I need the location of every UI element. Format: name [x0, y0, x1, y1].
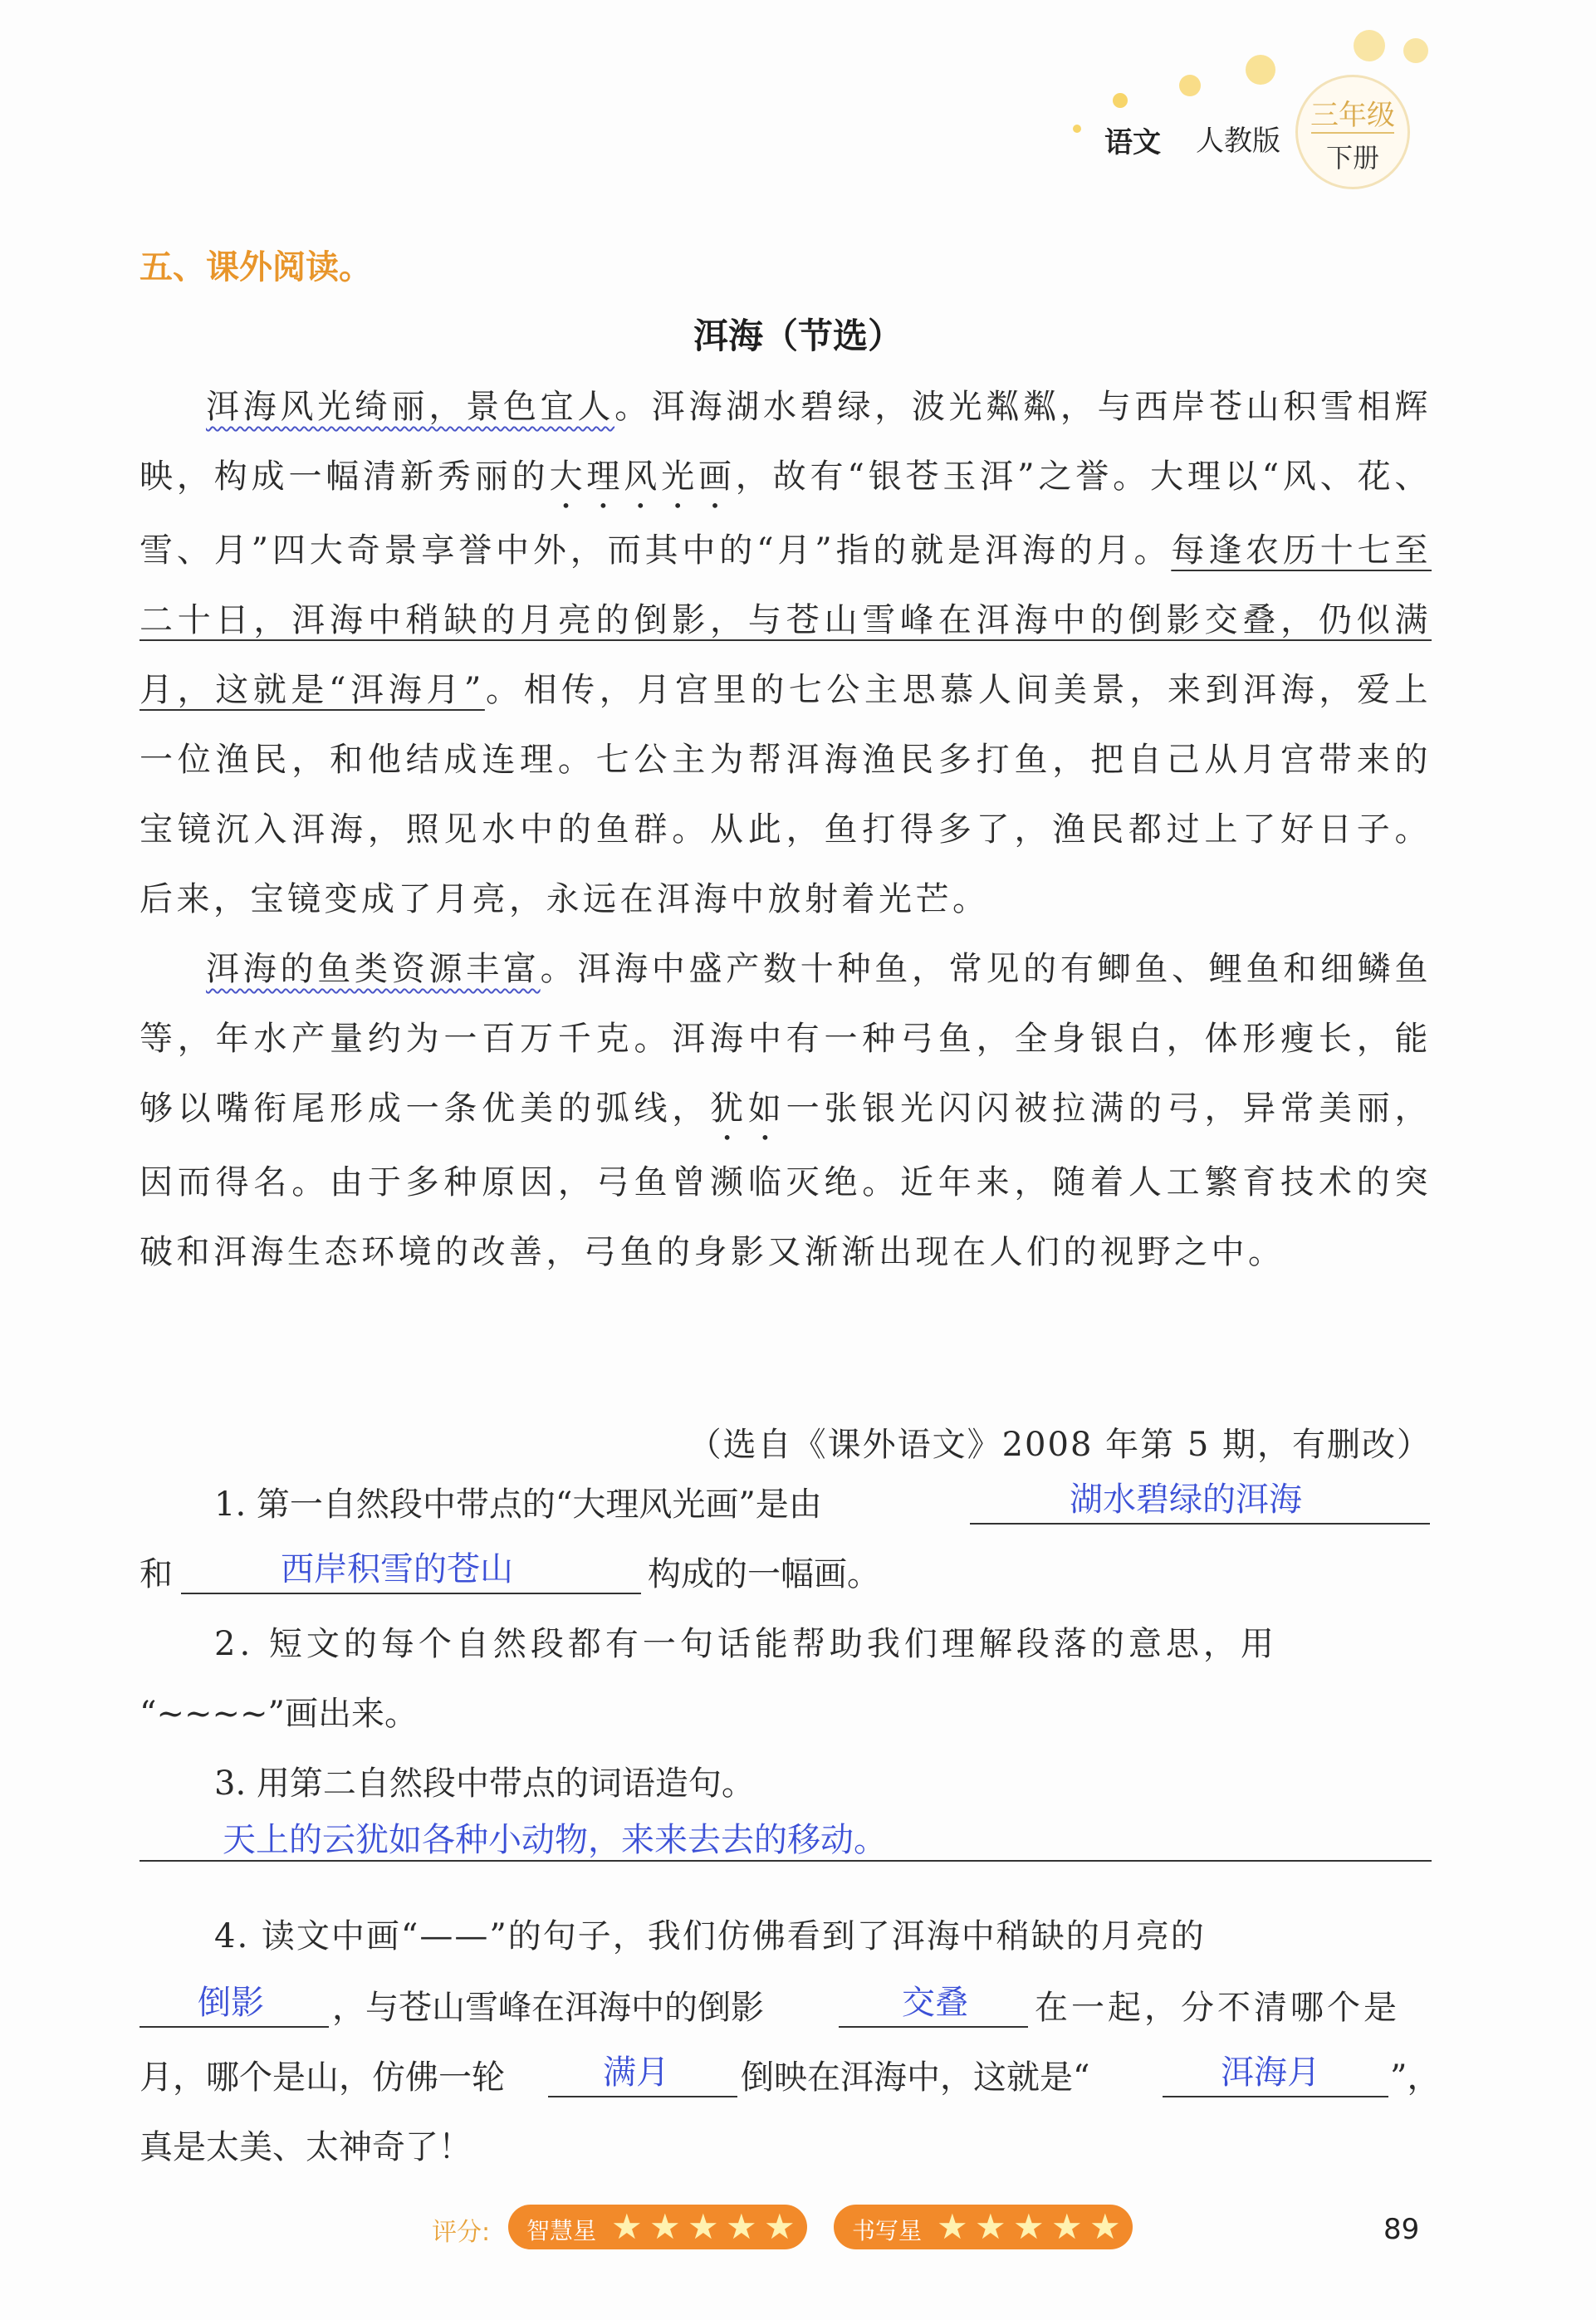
question-2-text-2: “~~~~”画出来。	[140, 1695, 418, 1733]
badge-divider	[1311, 132, 1394, 134]
answer-blank[interactable]	[839, 2026, 1028, 2028]
handwritten-answer: 洱海月	[1221, 2053, 1320, 2092]
answer-blank[interactable]	[181, 1593, 641, 1594]
text-run: 。洱海湖水碧绿，波光粼粼，与西岸苍山积雪相辉映，构成一幅清新秀丽的	[140, 388, 1432, 496]
star-icon: ★	[726, 2206, 757, 2247]
writing-star-label: 书写星	[852, 2217, 923, 2244]
star-icon: ★	[688, 2206, 719, 2247]
dotted-phrase: 大理风光画	[549, 458, 736, 496]
decor-dot	[1403, 38, 1428, 63]
decor-dot	[1354, 30, 1385, 61]
star-icon: ★	[764, 2206, 796, 2247]
page-footer	[0, 2205, 1596, 2254]
grade-badge	[1295, 75, 1410, 189]
star-icon: ★	[1013, 2206, 1045, 2247]
question-2-text: 2. 短文的每个自然段都有一句话能帮助我们理解段落的意思，用	[214, 1625, 1278, 1663]
star-icon: ★	[975, 2206, 1006, 2247]
wavy-underlined-sentence: 洱海风光绮丽，景色宜人	[206, 388, 615, 426]
star-icon: ★	[937, 2206, 968, 2247]
question-1-prefix: 和	[140, 1555, 173, 1593]
question-1-suffix: 构成的一幅画。	[648, 1555, 880, 1593]
handwritten-answer: 交叠	[902, 1984, 968, 2022]
dotted-phrase: 犹如	[710, 1089, 786, 1128]
question-4-text: 4. 读文中画“——”的句子，我们仿佛看到了洱海中稍缺的月亮的	[214, 1917, 1206, 1955]
edition-label: 人教版	[1196, 125, 1280, 158]
text-run: 。相传，月宫里的七公主思慕人间美景，来到洱海，爱上一位渔民，和他结成连理。七公主为帮洱海渔民多打鱼，把自己从月宫带来的宝镜沉入洱海，照见水中的鱼群。从此，鱼打得多了，渔民都过上了好日子。后来，宝镜变成了月亮，永远在洱海中放射着光芒。	[140, 671, 1432, 918]
question-4-text: 在一起，分不清哪个是	[1035, 1989, 1400, 2027]
question-4-text: 倒映在洱海中，这就是“	[741, 2058, 1090, 2097]
volume-label: 下册	[1325, 142, 1379, 174]
writing-star-rating	[834, 2205, 1133, 2249]
article-body	[140, 372, 1432, 1287]
article-source: （选自《课外语文》2008 年第 5 期，有删改）	[688, 1426, 1432, 1464]
handwritten-answer: 湖水碧绿的洱海	[1070, 1481, 1302, 1519]
wavy-underlined-sentence: 洱海的鱼类资源丰富	[206, 950, 541, 988]
answer-blank[interactable]	[548, 2096, 737, 2097]
text-run: ，故有“银苍玉洱”之誉。大理以“风、花、雪、月”四大奇景享誉中外，而其中的“月”指的就是洱海的月。	[140, 458, 1432, 570]
grade-label: 三年级	[1310, 99, 1395, 132]
question-4-text: 真是太美、太神奇了！	[140, 2128, 472, 2166]
score-label: 评分:	[432, 2218, 491, 2247]
underlined-sentence: 每逢农历十七至二十日，洱海中稍缺的月亮的倒影，与苍山雪峰在洱海中的倒影交叠，仍似满月，这就是“洱海月”	[140, 531, 1432, 709]
paragraph-1	[140, 372, 1432, 934]
wisdom-star-label: 智慧星	[526, 2217, 597, 2244]
section-heading: 五、课外阅读。	[140, 248, 372, 286]
star-icon: ★	[1089, 2206, 1121, 2247]
decor-dot	[1179, 75, 1201, 96]
question-4-text: ，与苍山雪峰在洱海中的倒影	[332, 1989, 764, 2027]
question-1-text: 1. 第一自然段中带点的“大理风光画”是由	[214, 1485, 822, 1524]
answer-line[interactable]	[140, 1860, 1432, 1862]
question-4-text: 月，哪个是山，仿佛一轮	[140, 2058, 505, 2097]
decor-dot	[1073, 125, 1081, 133]
text-run: 一张银光闪闪被拉满的弓，异常美丽，因而得名。由于多种原因，弓鱼曾濒临灭绝。近年来，随着人工繁育技术的突破和洱海生态环境的改善，弓鱼的身影又渐渐出现在人们的视野之中。	[140, 1089, 1432, 1271]
handwritten-answer: 满月	[603, 2053, 669, 2092]
handwritten-answer: 天上的云犹如各种小动物，来来去去的移动。	[223, 1821, 887, 1859]
page-header	[1096, 100, 1445, 183]
star-icon: ★	[611, 2206, 643, 2247]
decor-dot	[1246, 55, 1275, 85]
handwritten-answer: 西岸积雪的苍山	[281, 1550, 513, 1588]
question-4-text: ”，	[1390, 2058, 1441, 2097]
star-icon: ★	[1051, 2206, 1083, 2247]
article-title: 洱海（节选）	[693, 316, 903, 356]
wisdom-star-rating	[508, 2205, 807, 2249]
answer-blank[interactable]	[1163, 2096, 1388, 2097]
text-run: 。洱海中盛产数十种鱼，常见的有鲫鱼、鲤鱼和细鳞鱼等，年水产量约为一百万千克。洱海中有一种弓鱼，全身银白，体形瘦长，能够以嘴衔尾形成一条优美的弧线，	[140, 950, 1432, 1128]
star-icon: ★	[649, 2206, 681, 2247]
paragraph-2	[140, 934, 1432, 1287]
question-3-text: 3. 用第二自然段中带点的词语造句。	[214, 1764, 755, 1803]
subject-label: 语文	[1104, 126, 1161, 159]
handwritten-answer: 倒影	[198, 1984, 264, 2022]
decor-dot	[1113, 93, 1128, 108]
answer-blank[interactable]	[970, 1523, 1430, 1525]
page-number: 89	[1383, 2213, 1420, 2246]
answer-blank[interactable]	[140, 2026, 329, 2028]
